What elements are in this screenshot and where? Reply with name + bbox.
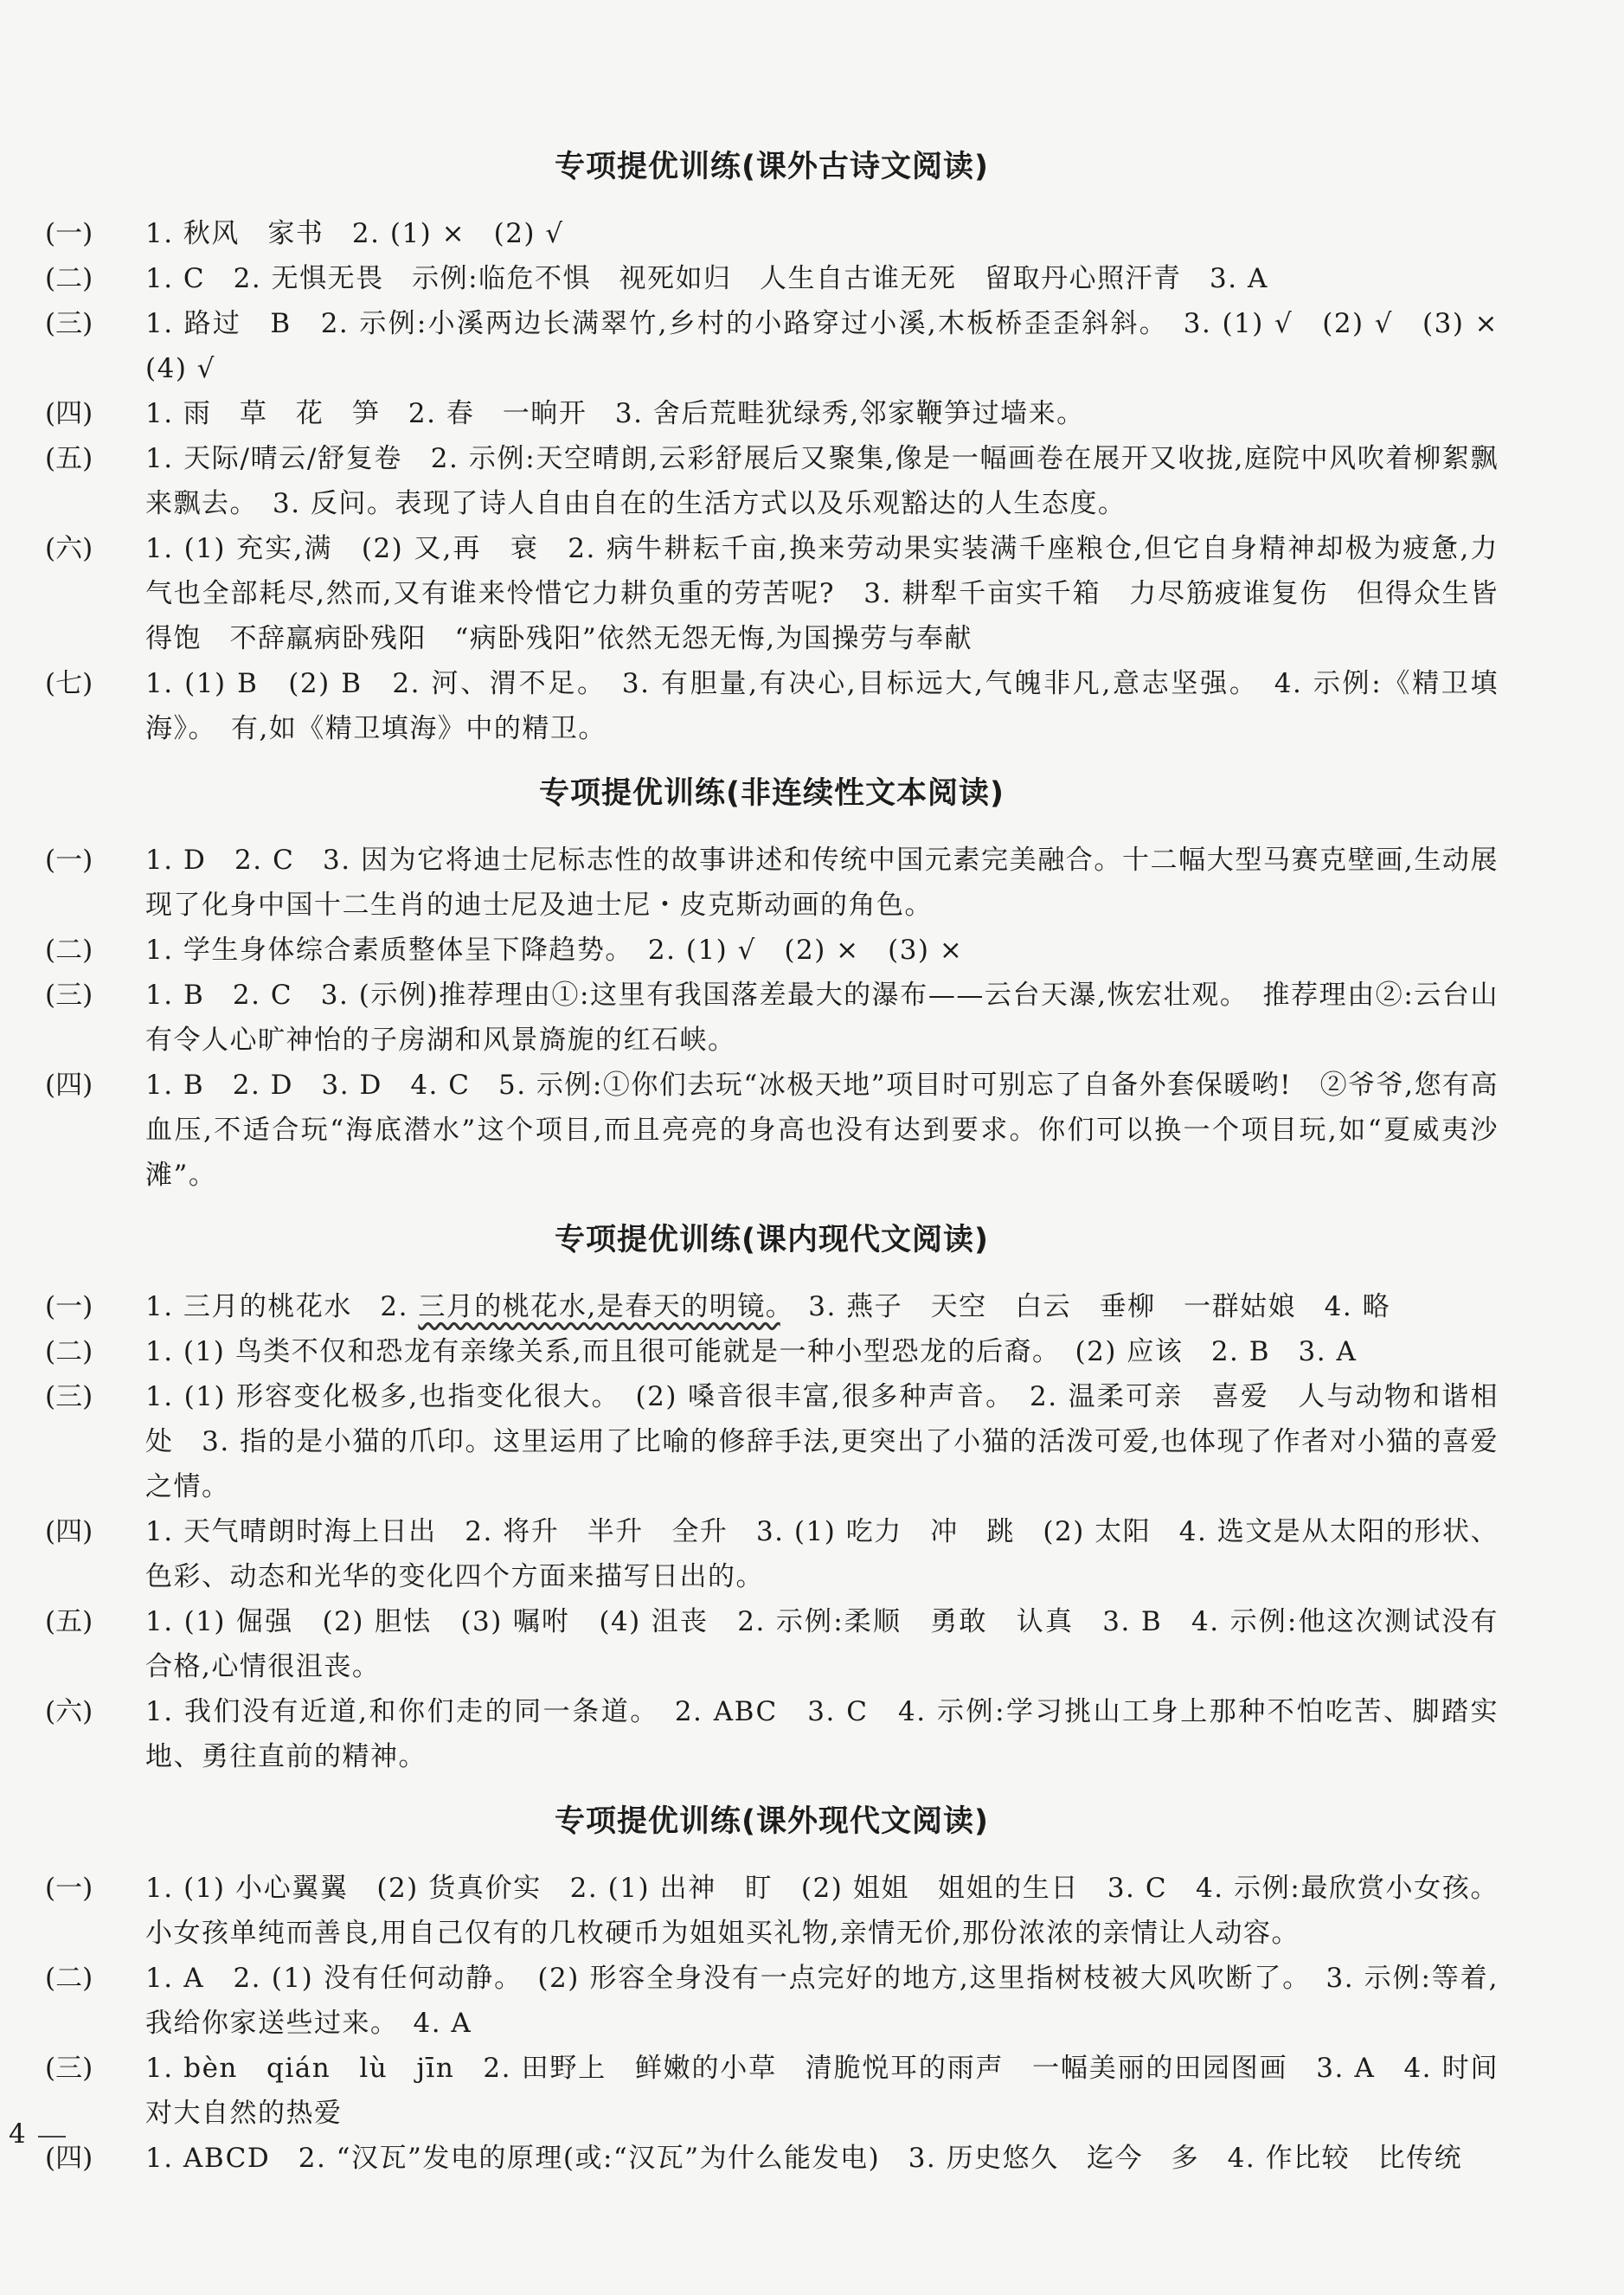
entry-label: (四) — [45, 2143, 93, 2174]
entry-text-part: 1. 三月的桃花水 2. — [145, 1291, 419, 1322]
answer-entry — [45, 1374, 1499, 1509]
entry-text: 1. bèn qián lù jīn 2. 田野上 鲜嫩的小草 清脆悦耳的雨声 一幅美丽的田园图画 3. A 4. 时间 对大自然的热爱 — [145, 2053, 1527, 2129]
entry-text: 1. B 2. D 3. D 4. C 5. 示例:①你们去玩“冰极天地”项目时可别忘了自备外套保暖哟! ②爷爷,您有高血压,不适合玩“海底潜水”这个项目,而且亮亮的身高也没有达到要求。你们可以换一个项目玩,如“夏威夷沙滩”。 — [145, 1070, 1499, 1191]
section-non-continuous-text — [45, 774, 1499, 1198]
entry-label: (四) — [45, 398, 93, 429]
entry-label: (一) — [45, 1291, 93, 1322]
entry-text — [145, 1284, 1499, 1329]
section-title: 专项提优训练(非连续性文本阅读) — [539, 776, 1005, 811]
entry-text: 1. (1) B (2) B 2. 河、渭不足。 3. 有胆量,有决心,目标远大,气魄非凡,意志坚强。 4. 示例:《精卫填海》。 有,如《精卫填海》中的精卫。 — [145, 668, 1499, 744]
entry-label: (三) — [45, 308, 93, 339]
answer-entry — [45, 2136, 1499, 2181]
entry-label: (七) — [45, 668, 93, 699]
entry-label: (一) — [45, 218, 93, 249]
entry-label: (四) — [45, 1070, 93, 1101]
answer-entry — [45, 1509, 1499, 1599]
answer-entry — [45, 973, 1499, 1063]
entry-label: (二) — [45, 935, 93, 966]
answer-entry — [45, 391, 1499, 436]
answer-entry — [45, 838, 1499, 928]
entry-text: 1. 路过 B 2. 示例:小溪两边长满翠竹,乡村的小路穿过小溪,木板桥歪歪斜斜。 3. (1) √ (2) √ (3) × (4) √ — [145, 308, 1527, 384]
section-in-class-modern-text — [45, 1220, 1499, 1779]
entry-text: 1. ABCD 2. “汉瓦”发电的原理(或:“汉瓦”为什么能发电) 3. 历史悠久 迄今 多 4. 作比较 比传统 — [145, 2143, 1463, 2174]
answer-entry — [45, 1689, 1499, 1779]
entry-text: 1. A 2. (1) 没有任何动静。 (2) 形容全身没有一点完好的地方,这里指树枝被大风吹断了。 3. 示例:等着,我给你家送些过来。 4. A — [145, 1963, 1499, 2039]
answer-content — [45, 147, 1527, 2203]
section-extracurricular-modern-text — [45, 1802, 1527, 2181]
answer-entry — [45, 2046, 1527, 2136]
answer-entry — [45, 928, 1499, 973]
section-classical-poetry — [45, 147, 1527, 751]
answer-entry — [45, 1284, 1499, 1329]
entry-label: (二) — [45, 263, 93, 294]
entry-label: (四) — [45, 1516, 93, 1547]
entry-label: (二) — [45, 1963, 93, 1994]
entry-text: 1. 学生身体综合素质整体呈下降趋势。 2. (1) √ (2) × (3) × — [145, 935, 964, 966]
entry-text: 1. D 2. C 3. 因为它将迪士尼标志性的故事讲述和传统中国元素完美融合。十二幅大型马赛克壁画,生动展现了化身中国十二生肖的迪士尼及迪士尼・皮克斯动画的角色。 — [145, 845, 1499, 921]
answer-entry — [45, 256, 1499, 301]
entry-label: (一) — [45, 1873, 93, 1904]
entry-label: (五) — [45, 1606, 93, 1637]
entry-text: 1. B 2. C 3. (示例)推荐理由①:这里有我国落差最大的瀑布——云台天瀑,恢宏壮观。 推荐理由②:云台山有令人心旷神怡的子房湖和风景旖旎的红石峡。 — [145, 980, 1499, 1056]
entry-text: 1. 天气晴朗时海上日出 2. 将升 半升 全升 3. (1) 吃力 冲 跳 (2) 太阳 4. 选文是从太阳的形状、色彩、动态和光华的变化四个方面来描写日出的。 — [145, 1516, 1499, 1592]
page-number: 4 — [9, 2118, 26, 2150]
entry-label: (三) — [45, 1381, 93, 1412]
answer-entry — [45, 1599, 1499, 1689]
entry-text-part: 3. 燕子 天空 白云 垂柳 一群姑娘 4. 略 — [780, 1291, 1391, 1322]
entry-label: (二) — [45, 1336, 93, 1367]
answer-entry — [45, 211, 1499, 256]
answer-entry — [45, 661, 1499, 751]
entry-text: 1. 天际/晴云/舒复卷 2. 示例:天空晴朗,云彩舒展后又聚集,像是一幅画卷在展开又收拢,庭院中风吹着柳絮飘来飘去。 3. 反问。表现了诗人自由自在的生活方式以及乐观豁达的人生态度。 — [145, 443, 1499, 519]
entry-label: (五) — [45, 443, 93, 474]
wavy-underlined-answer: 三月的桃花水,是春天的明镜。 — [418, 1291, 780, 1322]
answer-entry — [45, 1329, 1499, 1374]
answer-entry — [45, 526, 1499, 661]
entry-label: (三) — [45, 980, 93, 1011]
answer-entry — [45, 1956, 1499, 2046]
entry-label: (六) — [45, 1696, 93, 1727]
entry-text: 1. C 2. 无惧无畏 示例:临危不惧 视死如归 人生自古谁无死 留取丹心照汗青 3. A — [145, 263, 1268, 294]
entry-text: 1. 雨 草 花 笋 2. 春 一晌开 3. 舍后荒畦犹绿秀,邻家鞭笋过墙来。 — [145, 398, 1085, 429]
entry-text: 1. 我们没有近道,和你们走的同一条道。 2. ABC 3. C 4. 示例:学习挑山工身上那种不怕吃苦、脚踏实地、勇往直前的精神。 — [145, 1696, 1499, 1772]
answer-entry — [45, 301, 1527, 391]
section-title: 专项提优训练(课外古诗文阅读) — [555, 150, 989, 184]
entry-text: 1. (1) 小心翼翼 (2) 货真价实 2. (1) 出神 盯 (2) 姐姐 姐姐的生日 3. C 4. 示例:最欣赏小女孩。小女孩单纯而善良,用自己仅有的几枚硬币为姐姐买礼物,亲情无价,那份浓浓的亲情让人动容。 — [145, 1873, 1499, 1949]
page-number-dash — [38, 2136, 66, 2138]
answer-entry — [45, 1063, 1499, 1198]
entry-label: (三) — [45, 2053, 93, 2084]
entry-label: (一) — [45, 845, 93, 876]
section-title: 专项提优训练(课外现代文阅读) — [555, 1804, 989, 1839]
answer-entry — [45, 436, 1499, 526]
section-title: 专项提优训练(课内现代文阅读) — [555, 1223, 989, 1257]
entry-text: 1. (1) 形容变化极多,也指变化很大。 (2) 嗓音很丰富,很多种声音。 2. 温柔可亲 喜爱 人与动物和谐相处 3. 指的是小猫的爪印。这里运用了比喻的修辞手法,更突出了小猫的活泼可爱,也体现了作者对小猫的喜爱之情。 — [145, 1381, 1499, 1502]
entry-text: 1. (1) 鸟类不仅和恐龙有亲缘关系,而且很可能就是一种小型恐龙的后裔。 (2) 应该 2. B 3. A — [145, 1336, 1358, 1367]
answer-entry — [45, 1866, 1499, 1956]
entry-text: 1. (1) 充实,满 (2) 又,再 衰 2. 病牛耕耘千亩,换来劳动果实装满千座粮仓,但它自身精神却极为疲惫,力气也全部耗尽,然而,又有谁来怜惜它力耕负重的劳苦呢? 3. 耕犁千亩实千箱 力尽筋疲谁复伤 但得众生皆得饱 不辞羸病卧残阳 “病卧残阳”依然无怨无悔,为国操劳与奉献 — [145, 533, 1499, 654]
entry-text: 1. 秋风 家书 2. (1) × (2) √ — [145, 218, 564, 249]
entry-label: (六) — [45, 533, 93, 564]
entry-text: 1. (1) 倔强 (2) 胆怯 (3) 嘱咐 (4) 沮丧 2. 示例:柔顺 勇敢 认真 3. B 4. 示例:他这次测试没有合格,心情很沮丧。 — [145, 1606, 1499, 1682]
